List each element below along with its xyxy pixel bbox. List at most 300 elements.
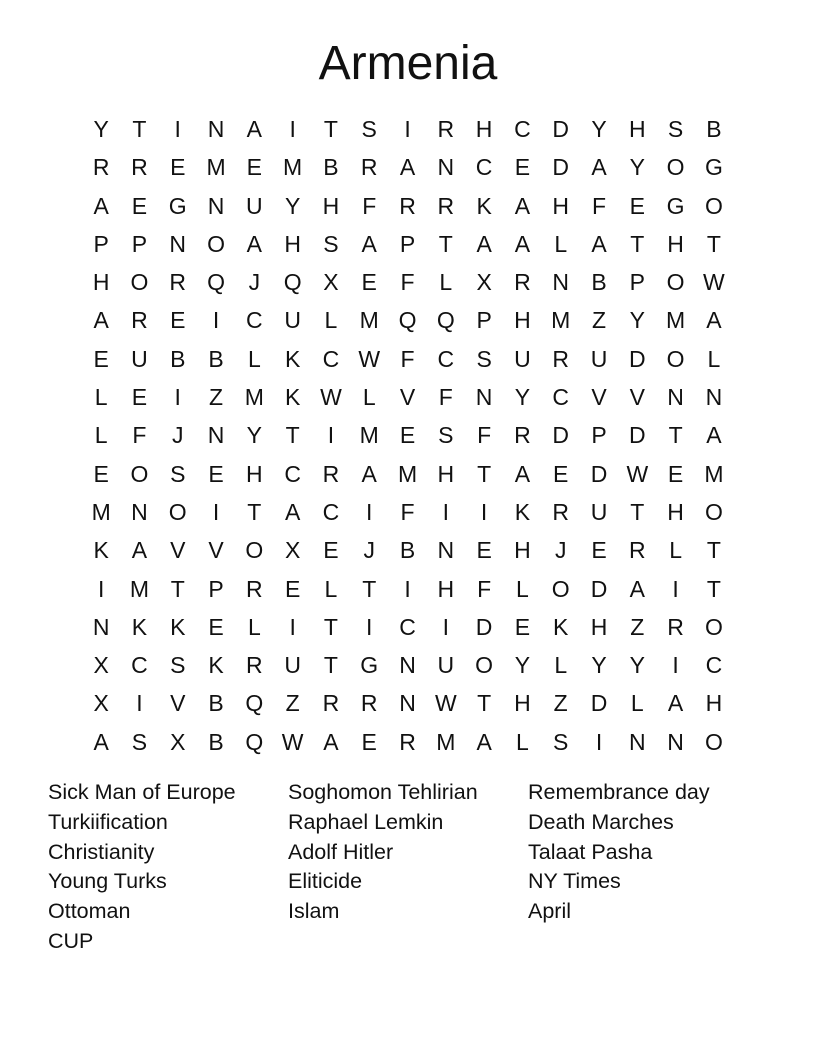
- grid-letter[interactable]: H: [705, 690, 723, 717]
- grid-letter[interactable]: E: [361, 269, 377, 296]
- grid-letter[interactable]: M: [397, 460, 418, 487]
- grid-letter[interactable]: X: [93, 690, 109, 717]
- word-list-item: April: [528, 899, 572, 924]
- grid-letter[interactable]: C: [322, 345, 340, 372]
- grid-letter[interactable]: F: [362, 192, 377, 219]
- grid-letter[interactable]: H: [322, 192, 340, 219]
- grid-letter[interactable]: Q: [207, 269, 225, 296]
- grid-letter[interactable]: U: [284, 652, 301, 679]
- grid-letter[interactable]: R: [246, 652, 263, 679]
- grid-letter[interactable]: B: [208, 690, 224, 717]
- grid-letter[interactable]: H: [246, 460, 263, 487]
- grid-letter[interactable]: D: [628, 345, 646, 372]
- grid-letter[interactable]: B: [170, 345, 186, 372]
- grid-letter[interactable]: P: [591, 422, 607, 449]
- grid-letter[interactable]: E: [208, 613, 224, 640]
- grid-row: [82, 455, 733, 493]
- grid-letter[interactable]: S: [438, 422, 454, 449]
- grid-letter[interactable]: E: [131, 192, 148, 219]
- grid-letter[interactable]: E: [246, 154, 262, 181]
- word-list-item: Remembrance day: [528, 780, 710, 804]
- grid-letter[interactable]: A: [399, 154, 416, 181]
- grid-letter[interactable]: Y: [246, 422, 262, 449]
- grid-letter[interactable]: R: [399, 192, 416, 219]
- grid-letter[interactable]: C: [475, 154, 493, 181]
- grid-letter[interactable]: E: [667, 460, 684, 487]
- grid-letter[interactable]: O: [704, 498, 723, 525]
- grid-letter[interactable]: A: [361, 460, 377, 487]
- grid-letter[interactable]: Y: [629, 154, 645, 181]
- grid-letter[interactable]: L: [362, 384, 376, 411]
- grid-letter[interactable]: H: [514, 307, 531, 334]
- grid-letter[interactable]: I: [136, 690, 143, 717]
- grid-letter[interactable]: R: [246, 575, 263, 602]
- grid-letter[interactable]: L: [516, 728, 529, 755]
- grid-letter[interactable]: Q: [245, 728, 264, 755]
- grid-letter[interactable]: O: [130, 269, 149, 296]
- grid-letter[interactable]: N: [92, 613, 110, 640]
- grid-letter[interactable]: N: [131, 498, 148, 525]
- grid-letter[interactable]: E: [93, 345, 109, 372]
- grid-letter[interactable]: I: [289, 116, 296, 142]
- grid-letter[interactable]: U: [514, 345, 531, 372]
- grid-letter[interactable]: R: [437, 192, 455, 219]
- grid-letter[interactable]: Y: [93, 116, 109, 142]
- grid-letter[interactable]: N: [207, 116, 225, 142]
- grid-letter[interactable]: Y: [514, 652, 531, 679]
- grid-letter[interactable]: M: [359, 307, 379, 334]
- grid-letter[interactable]: W: [434, 690, 457, 717]
- grid-letter[interactable]: H: [667, 498, 684, 525]
- grid-letter[interactable]: L: [324, 307, 338, 334]
- grid-letter[interactable]: M: [666, 307, 686, 334]
- grid-letter[interactable]: E: [284, 575, 301, 602]
- grid-letter[interactable]: T: [706, 575, 721, 602]
- grid-letter[interactable]: N: [437, 537, 455, 564]
- grid-letter[interactable]: X: [170, 728, 186, 755]
- grid-letter[interactable]: I: [289, 613, 296, 640]
- grid-letter[interactable]: D: [475, 613, 493, 640]
- grid-letter[interactable]: I: [366, 613, 373, 640]
- grid-letter[interactable]: S: [476, 345, 492, 372]
- grid-letter[interactable]: I: [480, 498, 488, 525]
- grid-letter[interactable]: E: [323, 537, 339, 564]
- grid-letter[interactable]: L: [669, 537, 682, 564]
- grid-letter[interactable]: R: [169, 269, 187, 296]
- grid-letter[interactable]: N: [437, 154, 455, 181]
- grid-row: [82, 148, 733, 186]
- grid-letter[interactable]: H: [514, 690, 531, 717]
- grid-letter[interactable]: F: [400, 269, 415, 296]
- grid-letter[interactable]: M: [283, 154, 303, 181]
- grid-letter[interactable]: T: [285, 422, 300, 449]
- grid-letter[interactable]: B: [706, 116, 722, 142]
- grid-letter[interactable]: Z: [630, 613, 645, 640]
- grid-letter[interactable]: W: [320, 384, 342, 411]
- grid-letter[interactable]: H: [437, 460, 455, 487]
- grid-letter[interactable]: E: [208, 460, 224, 487]
- grid-letter[interactable]: L: [94, 384, 108, 411]
- grid-letter[interactable]: K: [208, 652, 224, 679]
- grid-letter[interactable]: O: [666, 345, 685, 372]
- grid-letter[interactable]: I: [212, 498, 220, 525]
- grid-letter[interactable]: L: [247, 345, 261, 372]
- grid-letter[interactable]: T: [438, 230, 453, 257]
- grid-letter[interactable]: E: [514, 154, 531, 181]
- grid-letter[interactable]: A: [706, 422, 722, 449]
- grid-letter[interactable]: M: [704, 460, 724, 487]
- grid-letter[interactable]: I: [97, 575, 105, 602]
- grid-letter[interactable]: M: [206, 154, 226, 181]
- grid-letter[interactable]: G: [360, 652, 379, 679]
- grid-letter[interactable]: X: [476, 269, 492, 296]
- word-list-item: Young Turks: [48, 869, 167, 894]
- grid-letter[interactable]: G: [704, 154, 723, 181]
- grid-letter[interactable]: T: [323, 116, 338, 142]
- grid-letter[interactable]: A: [93, 192, 109, 219]
- grid-letter[interactable]: A: [591, 154, 607, 181]
- grid-letter[interactable]: O: [704, 192, 723, 219]
- grid-letter[interactable]: O: [551, 575, 570, 602]
- grid-letter[interactable]: J: [171, 422, 184, 449]
- grid-letter[interactable]: O: [704, 728, 723, 755]
- grid-letter[interactable]: E: [553, 460, 569, 487]
- grid-letter[interactable]: U: [246, 192, 263, 219]
- grid-letter[interactable]: I: [595, 728, 603, 755]
- grid-letter[interactable]: A: [514, 230, 531, 257]
- grid-letter[interactable]: K: [131, 613, 148, 640]
- grid-letter[interactable]: C: [705, 652, 723, 679]
- grid-letter[interactable]: K: [553, 613, 569, 640]
- grid-letter[interactable]: H: [92, 269, 110, 296]
- grid-letter[interactable]: L: [554, 230, 568, 257]
- grid-letter[interactable]: N: [667, 728, 684, 755]
- grid-letter[interactable]: O: [168, 498, 187, 525]
- grid-letter[interactable]: S: [131, 728, 148, 755]
- grid-letter[interactable]: S: [553, 728, 569, 755]
- grid-letter[interactable]: A: [131, 537, 148, 564]
- grid-letter[interactable]: H: [590, 613, 608, 640]
- grid-letter[interactable]: H: [514, 537, 531, 564]
- grid-letter[interactable]: K: [476, 192, 492, 219]
- grid-letter[interactable]: P: [208, 575, 224, 602]
- grid-letter[interactable]: A: [476, 230, 492, 257]
- grid-letter[interactable]: H: [437, 575, 455, 602]
- grid-letter[interactable]: L: [439, 269, 453, 296]
- grid-letter[interactable]: B: [208, 345, 224, 372]
- grid-letter[interactable]: L: [94, 422, 108, 449]
- grid-letter[interactable]: Q: [398, 307, 417, 334]
- grid-letter[interactable]: B: [323, 154, 339, 181]
- grid-letter[interactable]: Y: [514, 384, 531, 411]
- grid-letter[interactable]: L: [554, 652, 568, 679]
- grid-letter[interactable]: R: [437, 116, 455, 142]
- grid-letter[interactable]: G: [666, 192, 685, 219]
- grid-letter[interactable]: O: [704, 613, 723, 640]
- grid-letter[interactable]: C: [437, 345, 455, 372]
- grid-letter[interactable]: J: [248, 269, 261, 296]
- grid-letter[interactable]: A: [246, 116, 262, 142]
- grid-letter[interactable]: O: [666, 154, 685, 181]
- grid-letter[interactable]: D: [590, 575, 608, 602]
- grid-letter[interactable]: N: [667, 384, 684, 411]
- grid-letter[interactable]: D: [552, 422, 570, 449]
- grid-letter[interactable]: I: [442, 498, 450, 525]
- grid-letter[interactable]: I: [327, 422, 335, 449]
- grid-letter[interactable]: J: [554, 537, 567, 564]
- grid-letter[interactable]: Q: [283, 269, 302, 296]
- grid-letter[interactable]: I: [212, 307, 220, 334]
- grid-letter[interactable]: S: [361, 116, 377, 142]
- grid-letter[interactable]: I: [174, 116, 181, 142]
- grid-letter[interactable]: X: [284, 537, 301, 564]
- grid-letter[interactable]: F: [132, 422, 147, 449]
- grid-letter[interactable]: M: [129, 575, 150, 602]
- grid-letter[interactable]: N: [552, 269, 570, 296]
- grid-letter[interactable]: W: [626, 460, 649, 487]
- grid-letter[interactable]: Z: [591, 307, 607, 334]
- grid-letter[interactable]: R: [667, 613, 684, 640]
- word-list-item: Ottoman: [48, 899, 131, 924]
- grid-letter[interactable]: Q: [245, 690, 264, 717]
- grid-letter[interactable]: V: [629, 384, 645, 411]
- grid-letter[interactable]: X: [323, 269, 339, 296]
- grid-letter[interactable]: R: [552, 345, 570, 372]
- grid-letter[interactable]: Y: [591, 116, 607, 142]
- grid-letter[interactable]: D: [628, 422, 646, 449]
- grid-letter[interactable]: Y: [591, 652, 607, 679]
- grid-letter[interactable]: L: [630, 690, 644, 717]
- grid-letter[interactable]: P: [629, 269, 645, 296]
- grid-letter[interactable]: U: [131, 345, 148, 372]
- grid-letter[interactable]: C: [246, 307, 263, 334]
- grid-letter[interactable]: N: [399, 690, 416, 717]
- grid-letter[interactable]: I: [442, 613, 450, 640]
- grid-letter[interactable]: T: [630, 230, 645, 257]
- grid-letter[interactable]: U: [284, 307, 301, 334]
- grid-letter[interactable]: Y: [629, 307, 645, 334]
- grid-letter[interactable]: Q: [436, 307, 455, 334]
- grid-letter[interactable]: D: [552, 116, 570, 142]
- grid-letter[interactable]: E: [591, 537, 607, 564]
- grid-letter[interactable]: I: [672, 652, 679, 679]
- grid-letter[interactable]: K: [93, 537, 109, 564]
- grid-letter[interactable]: A: [514, 460, 531, 487]
- grid-letter[interactable]: A: [706, 307, 722, 334]
- grid-letter[interactable]: I: [404, 575, 411, 602]
- grid-letter[interactable]: A: [93, 728, 109, 755]
- grid-letter[interactable]: U: [437, 652, 455, 679]
- grid-letter[interactable]: T: [630, 498, 645, 525]
- grid-letter[interactable]: V: [170, 690, 186, 717]
- grid-letter[interactable]: S: [170, 652, 186, 679]
- grid-letter[interactable]: P: [93, 230, 109, 257]
- grid-letter[interactable]: O: [130, 460, 149, 487]
- grid-letter[interactable]: P: [399, 230, 416, 257]
- grid-letter[interactable]: L: [707, 345, 721, 372]
- grid-letter[interactable]: A: [361, 230, 377, 257]
- grid-letter[interactable]: F: [591, 192, 607, 219]
- grid-letter[interactable]: C: [322, 498, 340, 525]
- grid-letter[interactable]: A: [629, 575, 645, 602]
- grid-letter[interactable]: T: [477, 460, 492, 487]
- grid-letter[interactable]: U: [590, 498, 608, 525]
- grid-letter[interactable]: T: [668, 422, 683, 449]
- grid-letter[interactable]: F: [477, 575, 492, 602]
- word-list-item: Eliticide: [288, 869, 363, 894]
- grid-letter[interactable]: E: [131, 384, 148, 411]
- grid-letter[interactable]: M: [244, 384, 264, 411]
- grid-letter[interactable]: M: [436, 728, 456, 755]
- grid-letter[interactable]: W: [703, 269, 725, 296]
- grid-letter[interactable]: P: [476, 307, 492, 334]
- grid-letter[interactable]: Y: [284, 192, 301, 219]
- grid-letter[interactable]: M: [551, 307, 571, 334]
- grid-letter[interactable]: S: [323, 230, 339, 257]
- grid-letter[interactable]: R: [360, 690, 378, 717]
- grid-letter[interactable]: T: [323, 613, 338, 640]
- grid-letter[interactable]: E: [629, 192, 645, 219]
- grid-row: [82, 684, 733, 722]
- grid-letter[interactable]: I: [174, 384, 181, 411]
- grid-letter[interactable]: A: [284, 498, 301, 525]
- grid-letter[interactable]: S: [667, 116, 684, 142]
- grid-letter[interactable]: T: [323, 652, 338, 679]
- grid-letter[interactable]: M: [359, 422, 379, 449]
- grid-letter[interactable]: N: [475, 384, 493, 411]
- grid-letter[interactable]: C: [131, 652, 148, 679]
- grid-letter[interactable]: O: [666, 269, 685, 296]
- grid-letter[interactable]: I: [672, 575, 679, 602]
- grid-letter[interactable]: U: [590, 345, 608, 372]
- grid-letter[interactable]: N: [628, 728, 646, 755]
- grid-letter[interactable]: A: [93, 307, 109, 334]
- grid-letter[interactable]: T: [706, 230, 721, 257]
- grid-letter[interactable]: H: [475, 116, 493, 142]
- grid-letter[interactable]: C: [399, 613, 416, 640]
- grid-row: [82, 378, 733, 416]
- grid-letter[interactable]: R: [322, 460, 340, 487]
- grid-letter[interactable]: T: [170, 575, 185, 602]
- grid-letter[interactable]: V: [591, 384, 607, 411]
- grid-letter[interactable]: V: [170, 537, 186, 564]
- grid-letter[interactable]: V: [208, 537, 224, 564]
- grid-letter[interactable]: T: [132, 116, 147, 142]
- grid-letter[interactable]: I: [366, 498, 373, 525]
- grid-letter[interactable]: N: [705, 384, 723, 411]
- grid-letter[interactable]: N: [169, 230, 187, 257]
- grid-letter[interactable]: R: [514, 422, 531, 449]
- grid-letter[interactable]: H: [667, 230, 684, 257]
- grid-letter[interactable]: T: [706, 537, 721, 564]
- grid-row: [82, 608, 733, 646]
- grid-letter[interactable]: M: [91, 498, 111, 525]
- grid-letter[interactable]: A: [667, 690, 684, 717]
- grid-letter[interactable]: D: [590, 460, 608, 487]
- grid-letter[interactable]: D: [552, 154, 570, 181]
- grid-letter[interactable]: C: [514, 116, 531, 142]
- grid-letter[interactable]: P: [131, 230, 148, 257]
- grid-letter[interactable]: O: [207, 230, 225, 257]
- grid-letter[interactable]: H: [552, 192, 570, 219]
- grid-letter[interactable]: E: [170, 154, 186, 181]
- grid-letter[interactable]: O: [475, 652, 494, 679]
- grid-letter[interactable]: E: [399, 422, 416, 449]
- grid-letter[interactable]: A: [323, 728, 339, 755]
- grid-letter[interactable]: X: [93, 652, 109, 679]
- grid-letter[interactable]: B: [208, 728, 224, 755]
- grid-letter[interactable]: R: [399, 728, 416, 755]
- grid-letter[interactable]: F: [438, 384, 453, 411]
- grid-letter[interactable]: I: [404, 116, 411, 142]
- grid-letter[interactable]: A: [591, 230, 607, 257]
- grid-letter[interactable]: A: [514, 192, 531, 219]
- grid-letter[interactable]: B: [399, 537, 416, 564]
- grid-letter[interactable]: N: [207, 192, 225, 219]
- grid-letter[interactable]: N: [207, 422, 225, 449]
- grid-letter[interactable]: K: [514, 498, 531, 525]
- grid-letter[interactable]: K: [284, 345, 301, 372]
- word-list-item: Turkiification: [48, 809, 168, 834]
- grid-letter[interactable]: C: [284, 460, 301, 487]
- grid-letter[interactable]: L: [516, 575, 529, 602]
- grid-letter[interactable]: D: [590, 690, 608, 717]
- grid-letter[interactable]: E: [476, 537, 492, 564]
- grid-letter[interactable]: A: [246, 230, 262, 257]
- grid-letter[interactable]: B: [591, 269, 607, 296]
- grid-letter[interactable]: H: [628, 116, 646, 142]
- grid-letter[interactable]: G: [168, 192, 187, 219]
- grid-letter[interactable]: F: [477, 422, 492, 449]
- grid-letter[interactable]: Z: [285, 690, 300, 717]
- grid-letter[interactable]: N: [399, 652, 416, 679]
- grid-letter[interactable]: K: [170, 613, 186, 640]
- grid-letter[interactable]: R: [131, 307, 148, 334]
- grid-letter[interactable]: Y: [629, 652, 645, 679]
- grid-letter[interactable]: R: [322, 690, 340, 717]
- grid-letter[interactable]: E: [170, 307, 186, 334]
- grid-letter[interactable]: Z: [209, 384, 224, 411]
- grid-letter[interactable]: Z: [553, 690, 568, 717]
- grid-letter[interactable]: F: [400, 498, 415, 525]
- grid-letter[interactable]: O: [245, 537, 264, 564]
- grid-letter[interactable]: V: [399, 384, 416, 411]
- grid-letter[interactable]: E: [361, 728, 377, 755]
- grid-letter[interactable]: L: [247, 613, 261, 640]
- grid-letter[interactable]: C: [552, 384, 570, 411]
- grid-letter[interactable]: T: [362, 575, 377, 602]
- grid-letter[interactable]: T: [477, 690, 492, 717]
- grid-letter[interactable]: W: [358, 345, 381, 372]
- grid-letter[interactable]: L: [324, 575, 338, 602]
- grid-letter[interactable]: R: [360, 154, 378, 181]
- grid-letter[interactable]: K: [284, 384, 301, 411]
- grid-letter[interactable]: H: [284, 230, 301, 257]
- grid-letter[interactable]: E: [93, 460, 109, 487]
- grid-letter[interactable]: R: [514, 269, 531, 296]
- grid-letter[interactable]: R: [92, 154, 110, 181]
- grid-letter[interactable]: J: [363, 537, 375, 564]
- grid-letter[interactable]: A: [476, 728, 492, 755]
- grid-letter[interactable]: R: [628, 537, 646, 564]
- grid-letter[interactable]: E: [514, 613, 531, 640]
- grid-letter[interactable]: R: [131, 154, 148, 181]
- grid-letter[interactable]: R: [552, 498, 570, 525]
- grid-letter[interactable]: T: [247, 498, 262, 525]
- grid-letter[interactable]: F: [400, 345, 415, 372]
- grid-letter[interactable]: W: [281, 728, 304, 755]
- grid-letter[interactable]: S: [170, 460, 186, 487]
